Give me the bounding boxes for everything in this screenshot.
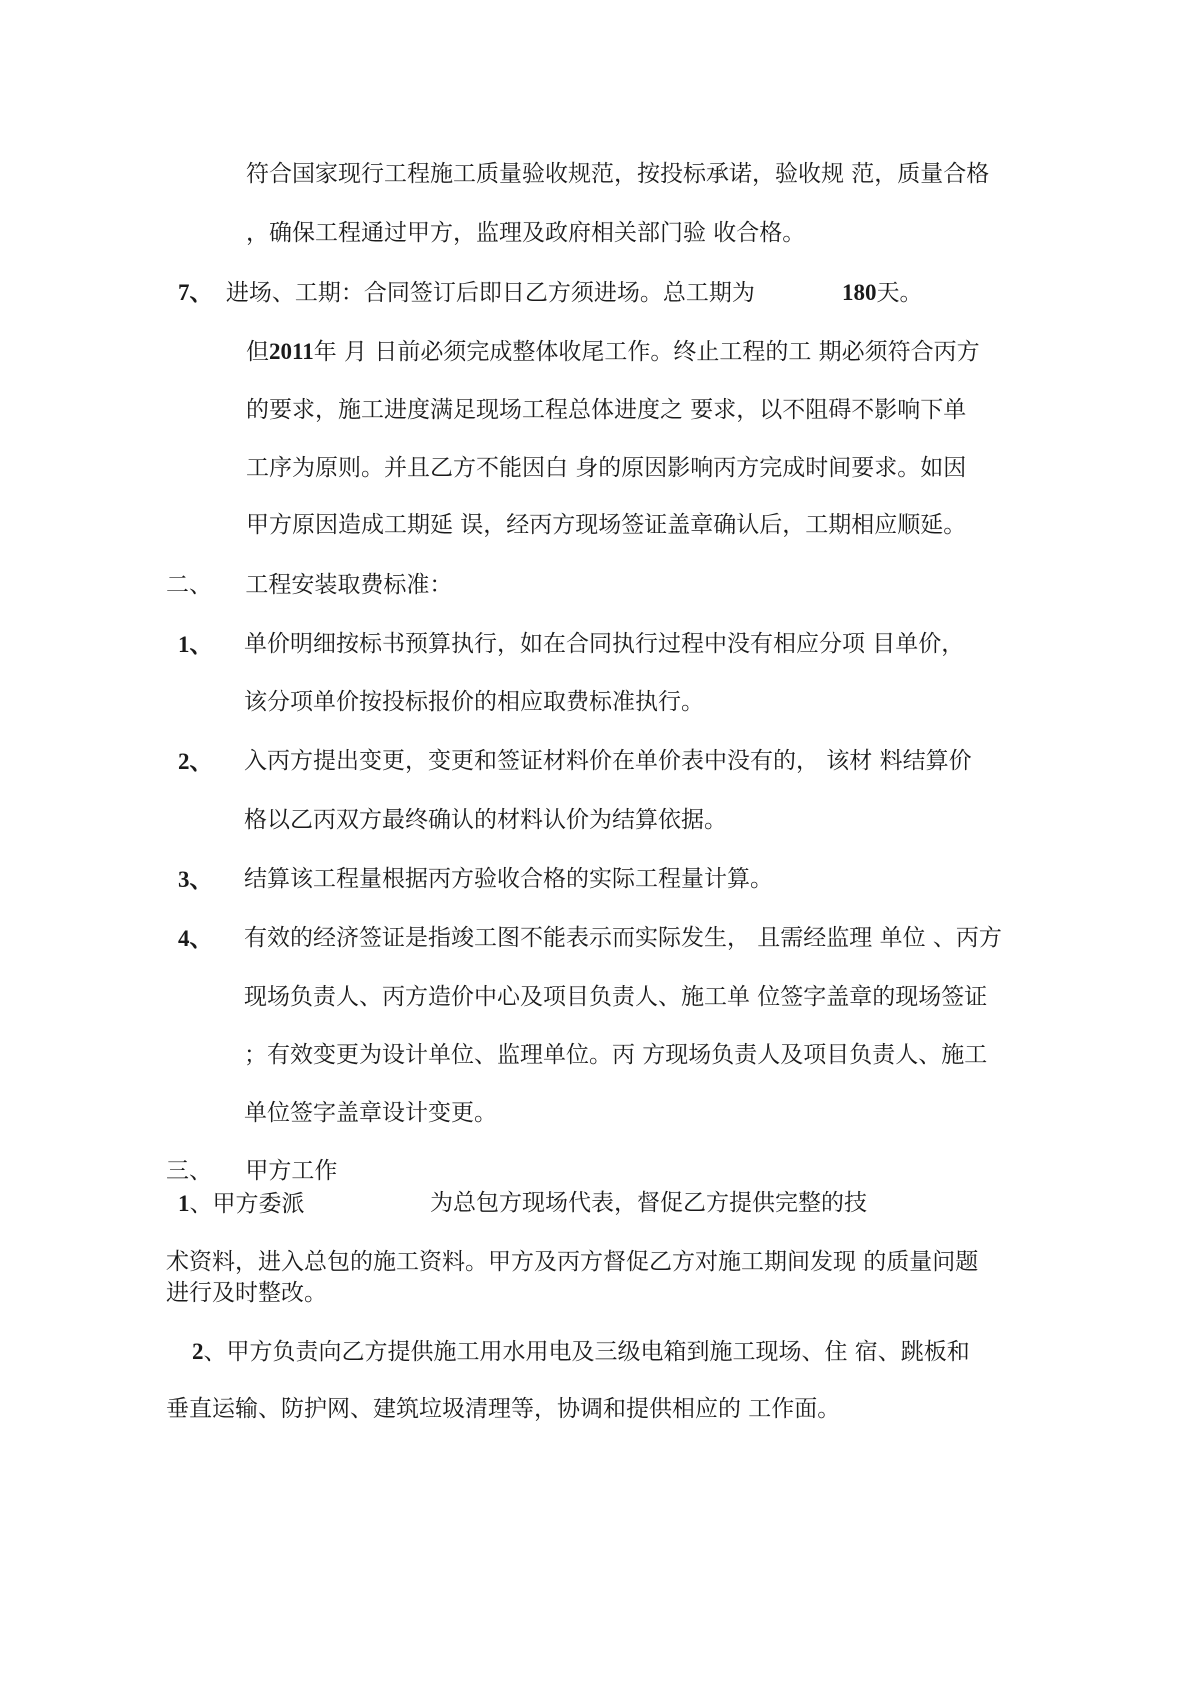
- text-fragment: 但: [246, 339, 269, 365]
- duration-unit: 天。: [876, 280, 923, 306]
- item-number: 1、: [178, 632, 213, 657]
- section-title: 工程安装取费标准：: [245, 572, 453, 598]
- item-7: [178, 281, 755, 305]
- item-number: 2: [192, 1339, 204, 1364]
- text-line: [246, 340, 980, 364]
- text-line: 垂直运输、防护网、建筑垃圾清理等，协调和提供相应的 工作面。: [166, 1396, 841, 1422]
- item-number: 4、: [178, 926, 213, 951]
- text-line: 符合国家现行工程施工质量验收规范，按投标承诺，验收规 范，质量合格: [246, 161, 990, 187]
- item-number: 1: [178, 1191, 190, 1216]
- text-line: 有效的经济签证是指竣工图不能表示而实际发生， 且需经监理 单位 、丙方: [244, 925, 1002, 951]
- text-line: 甲方原因造成工期延 误，经丙方现场签证盖章确认后，工期相应顺延。: [246, 512, 967, 538]
- duration-days: [842, 281, 923, 305]
- text-line: [192, 1340, 970, 1364]
- section-title: 甲方工作: [245, 1158, 338, 1184]
- text-line: 术资料，进入总包的施工资料。甲方及丙方督促乙方对施工期间发现 的质量问题: [166, 1249, 979, 1275]
- section-number: 三、: [166, 1158, 212, 1184]
- text-line: 该分项单价按投标报价的相应取费标准执行。: [244, 689, 704, 715]
- text-line: [178, 1192, 305, 1216]
- text-line: 结算该工程量根据丙方验收合格的实际工程量计算。: [244, 866, 773, 892]
- section-3-heading: [166, 1160, 337, 1183]
- section-2-heading: [166, 574, 452, 597]
- text-line: 的要求，施工进度满足现场工程总体进度之 要求，以不阻碍不影响下单: [246, 397, 967, 423]
- text-line: ；有效变更为设计单位、监理单位。丙 方现场负责人及项目负责人、施工: [244, 1042, 988, 1068]
- text-fragment: 、甲方委派: [189, 1191, 305, 1217]
- text-line: 工序为原则。并且乙方不能因白 身的原因影响丙方完成时间要求。如因: [246, 455, 967, 481]
- section-number: 二、: [166, 572, 212, 598]
- item-number: 2、: [178, 749, 213, 774]
- text-line: 进行及时整改。: [166, 1280, 327, 1306]
- text-line: 现场负责人、丙方造价中心及项目负责人、施工单 位签字盖章的现场签证: [244, 984, 988, 1010]
- text-fragment: 、甲方负责向乙方提供施工用水用电及三级电箱到施工现场、住 宿、跳板和: [203, 1339, 970, 1365]
- year-number: 2011: [269, 339, 314, 364]
- text-line: 为总包方现场代表，督促乙方提供完整的技: [430, 1190, 867, 1216]
- duration-number: 180: [842, 280, 877, 305]
- item-number: 7、: [178, 280, 213, 305]
- item-text: 进场、工期：合同签订后即日乙方须进场。总工期为: [225, 280, 755, 306]
- text-line: ，确保工程通过甲方，监理及政府相关部门验 收合格。: [246, 220, 806, 246]
- text-fragment: 年 月 日前必须完成整体收尾工作。终止工程的工 期必须符合丙方: [313, 339, 980, 365]
- text-line: 单价明细按标书预算执行，如在合同执行过程中没有相应分项 目单价，: [244, 631, 965, 657]
- text-line: 格以乙丙双方最终确认的材料认价为结算依据。: [244, 807, 727, 833]
- item-number: 3、: [178, 867, 213, 892]
- text-line: 单位签字盖章设计变更。: [244, 1100, 497, 1126]
- text-line: 入丙方提出变更，变更和签证材料价在单价表中没有的， 该材 料结算价: [244, 748, 972, 774]
